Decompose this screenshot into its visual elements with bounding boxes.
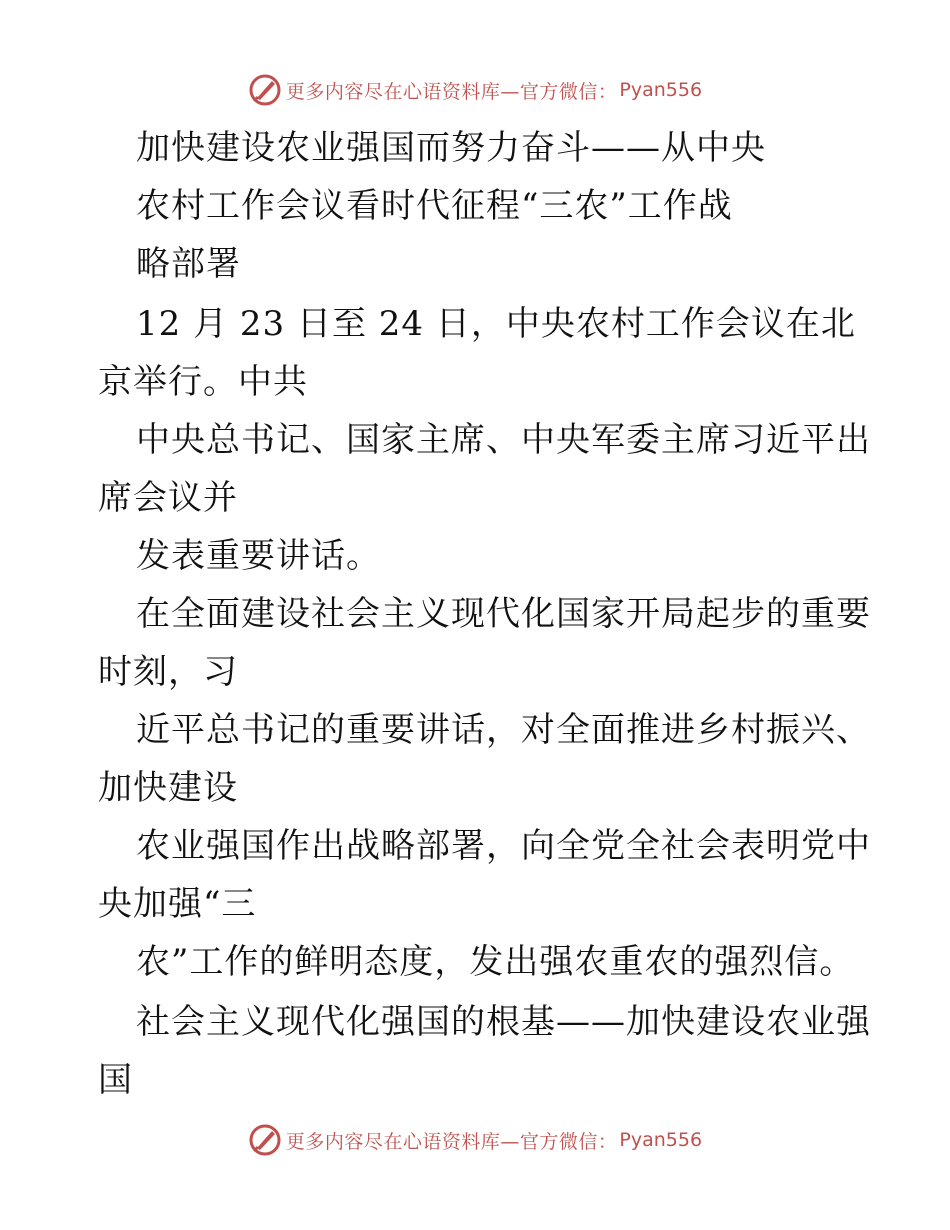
body-line: 央加强“三 — [98, 884, 257, 924]
body-line: 社会主义现代化强国的根基——加快建设农业强 — [136, 1002, 871, 1042]
body-line: 在全面建设社会主义现代化国家开局起步的重要 — [136, 594, 871, 634]
body-line: 国 — [98, 1060, 133, 1100]
watermark-text: 更多内容尽在心语资料库—官方微信： — [285, 80, 618, 103]
header-watermark — [0, 70, 950, 110]
body-line: 12 月 23 日至 24 日，中央农村工作会议在北 — [136, 304, 856, 344]
body-line: 京举行。中共 — [98, 362, 308, 402]
body-line: 农”工作的鲜明态度，发出强农重农的强烈信。 — [136, 942, 855, 982]
body-line: 时刻，习 — [98, 652, 238, 692]
body-line: 农业强国作出战略部署，向全党全社会表明党中 — [136, 826, 871, 866]
body-line: 加快建设 — [98, 768, 238, 808]
watermark-text: 更多内容尽在心语资料库—官方微信： — [285, 1130, 618, 1153]
watermark-contact: Pyan556 — [619, 1129, 703, 1151]
body-line: 席会议并 — [98, 478, 238, 518]
body-line: 发表重要讲话。 — [136, 536, 381, 576]
body-line: 中央总书记、国家主席、中央军委主席习近平出 — [136, 420, 871, 460]
body-line: 近平总书记的重要讲话，对全面推进乡村振兴、 — [136, 710, 871, 750]
watermark-contact: Pyan556 — [619, 79, 703, 101]
title-line-2: 农村工作会议看时代征程“三农”工作战 — [136, 186, 733, 226]
title-line-3: 略部署 — [136, 244, 241, 284]
footer-watermark — [0, 1120, 950, 1160]
quill-pen-logo-icon — [248, 1123, 282, 1157]
quill-pen-logo-icon — [248, 73, 282, 107]
title-line-1: 加快建设农业强国而努力奋斗——从中央 — [136, 128, 766, 168]
